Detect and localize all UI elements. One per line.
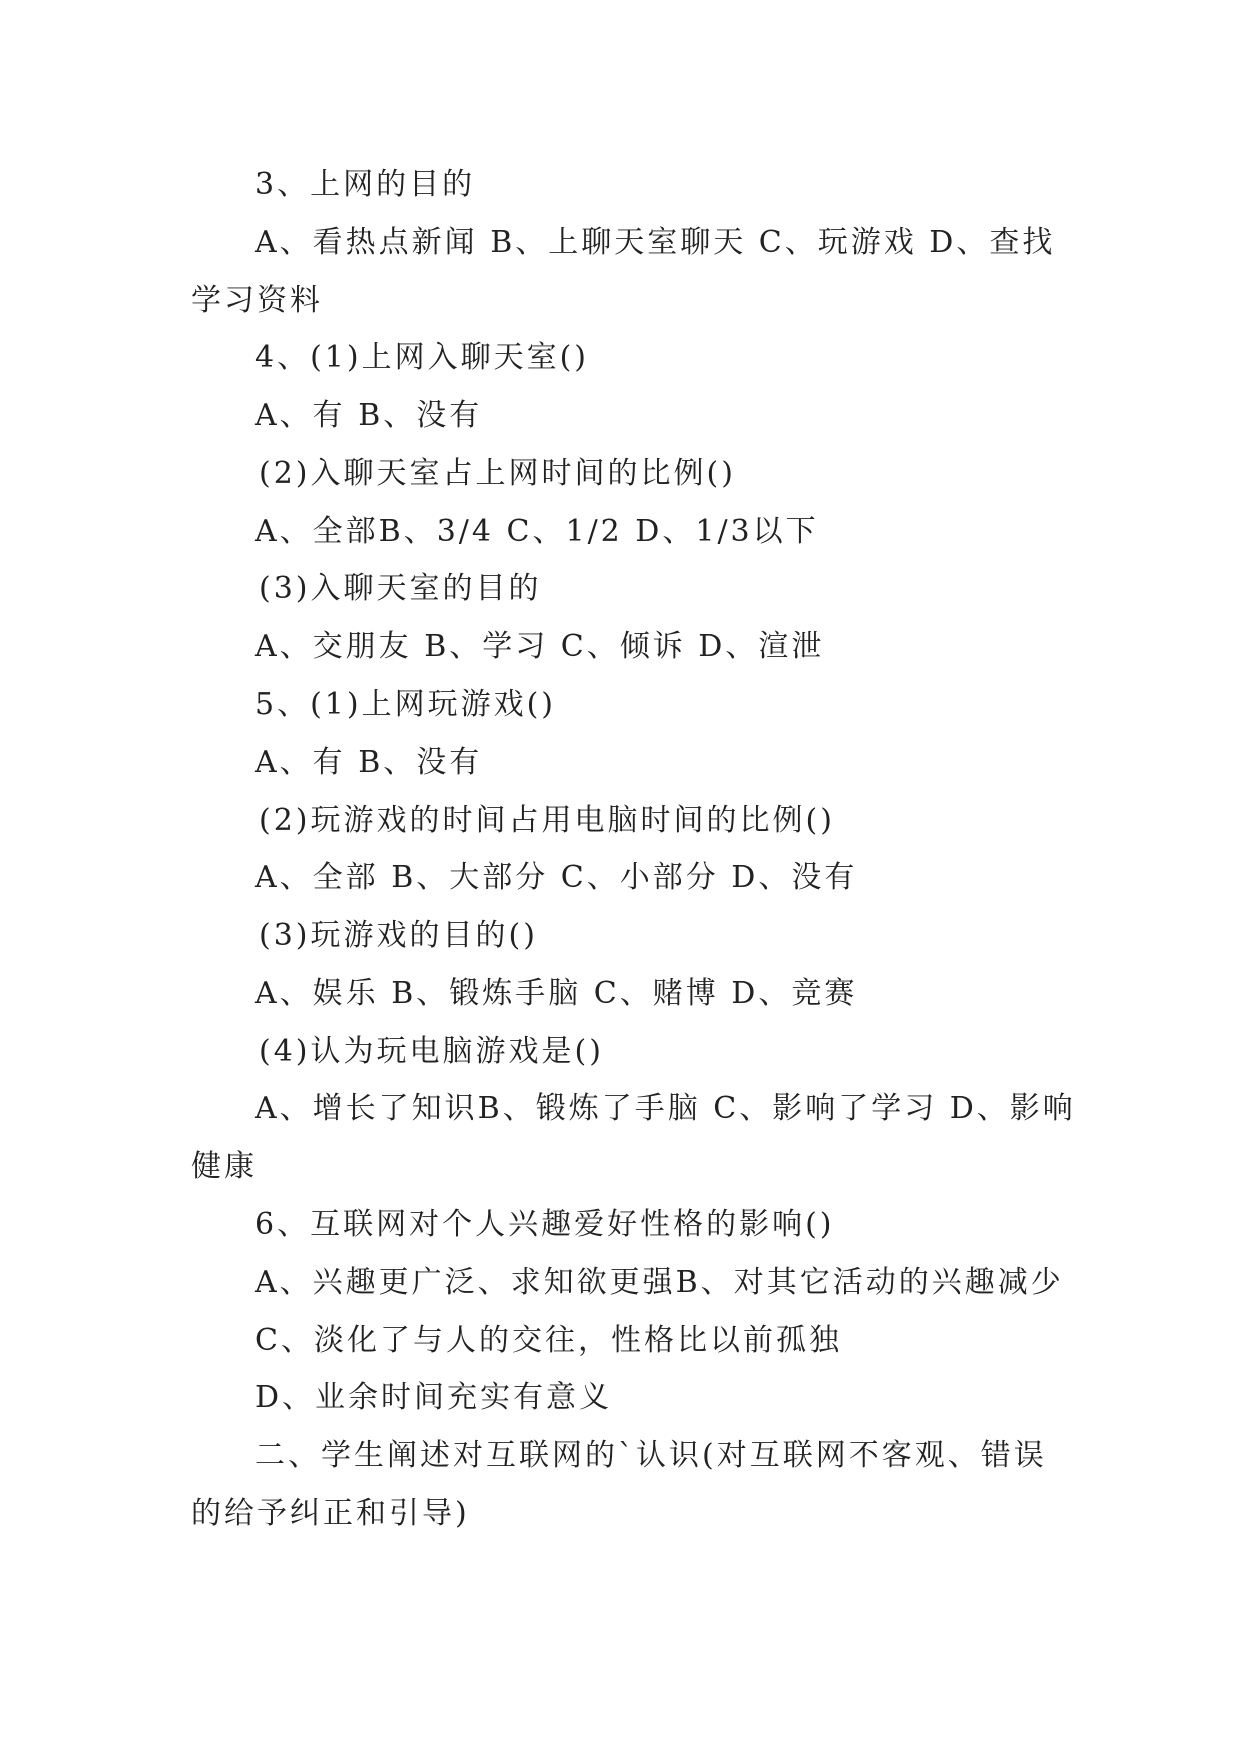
question-4-1-title: 4、(1)上网入聊天室() xyxy=(255,340,589,375)
question-5-2-title: (2)玩游戏的时间占用电脑时间的比例() xyxy=(259,803,835,838)
question-4-3-options: A、交朋友 B、学习 C、倾诉 D、渲泄 xyxy=(255,629,825,664)
question-5-2-options: A、全部 B、大部分 C、小部分 D、没有 xyxy=(255,860,858,895)
question-3-title: 3、上网的目的 xyxy=(255,167,476,202)
question-5-3-title: (3)玩游戏的目的() xyxy=(259,918,538,953)
question-5-1-options: A、有 B、没有 xyxy=(255,745,483,780)
section-2-heading-continued: 的给予纠正和引导) xyxy=(191,1496,470,1531)
question-4-2-options: A、全部B、3/4 C、1/2 D、1/3以下 xyxy=(255,514,819,549)
question-4-3-title: (3)入聊天室的目的 xyxy=(259,571,542,606)
question-5-3-options: A、娱乐 B、锻炼手脑 C、赌博 D、竞赛 xyxy=(255,976,858,1011)
question-4-1-options: A、有 B、没有 xyxy=(255,398,483,433)
question-5-1-title: 5、(1)上网玩游戏() xyxy=(255,687,556,722)
question-6-title: 6、互联网对个人兴趣爱好性格的影响() xyxy=(255,1207,835,1242)
question-6-option-d: D、业余时间充实有意义 xyxy=(255,1380,613,1415)
question-5-4-options: A、增长了知识B、锻炼了手脑 C、影响了学习 D、影响 xyxy=(255,1091,1076,1126)
question-6-option-c: C、淡化了与人的交往，性格比以前孤独 xyxy=(255,1323,842,1358)
question-5-4-title: (4)认为玩电脑游戏是() xyxy=(259,1034,604,1069)
question-3-options-continued: 学习资料 xyxy=(191,283,323,318)
question-4-2-title: (2)入聊天室占上网时间的比例() xyxy=(259,456,736,491)
question-5-4-options-continued: 健康 xyxy=(191,1149,257,1184)
question-6-option-ab: A、兴趣更广泛、求知欲更强B、对其它活动的兴趣减少 xyxy=(255,1265,1064,1300)
section-2-heading: 二、学生阐述对互联网的`认识(对互联网不客观、错误 xyxy=(255,1438,1047,1473)
question-3-options: A、看热点新闻 B、上聊天室聊天 C、玩游戏 D、查找 xyxy=(255,225,1056,260)
